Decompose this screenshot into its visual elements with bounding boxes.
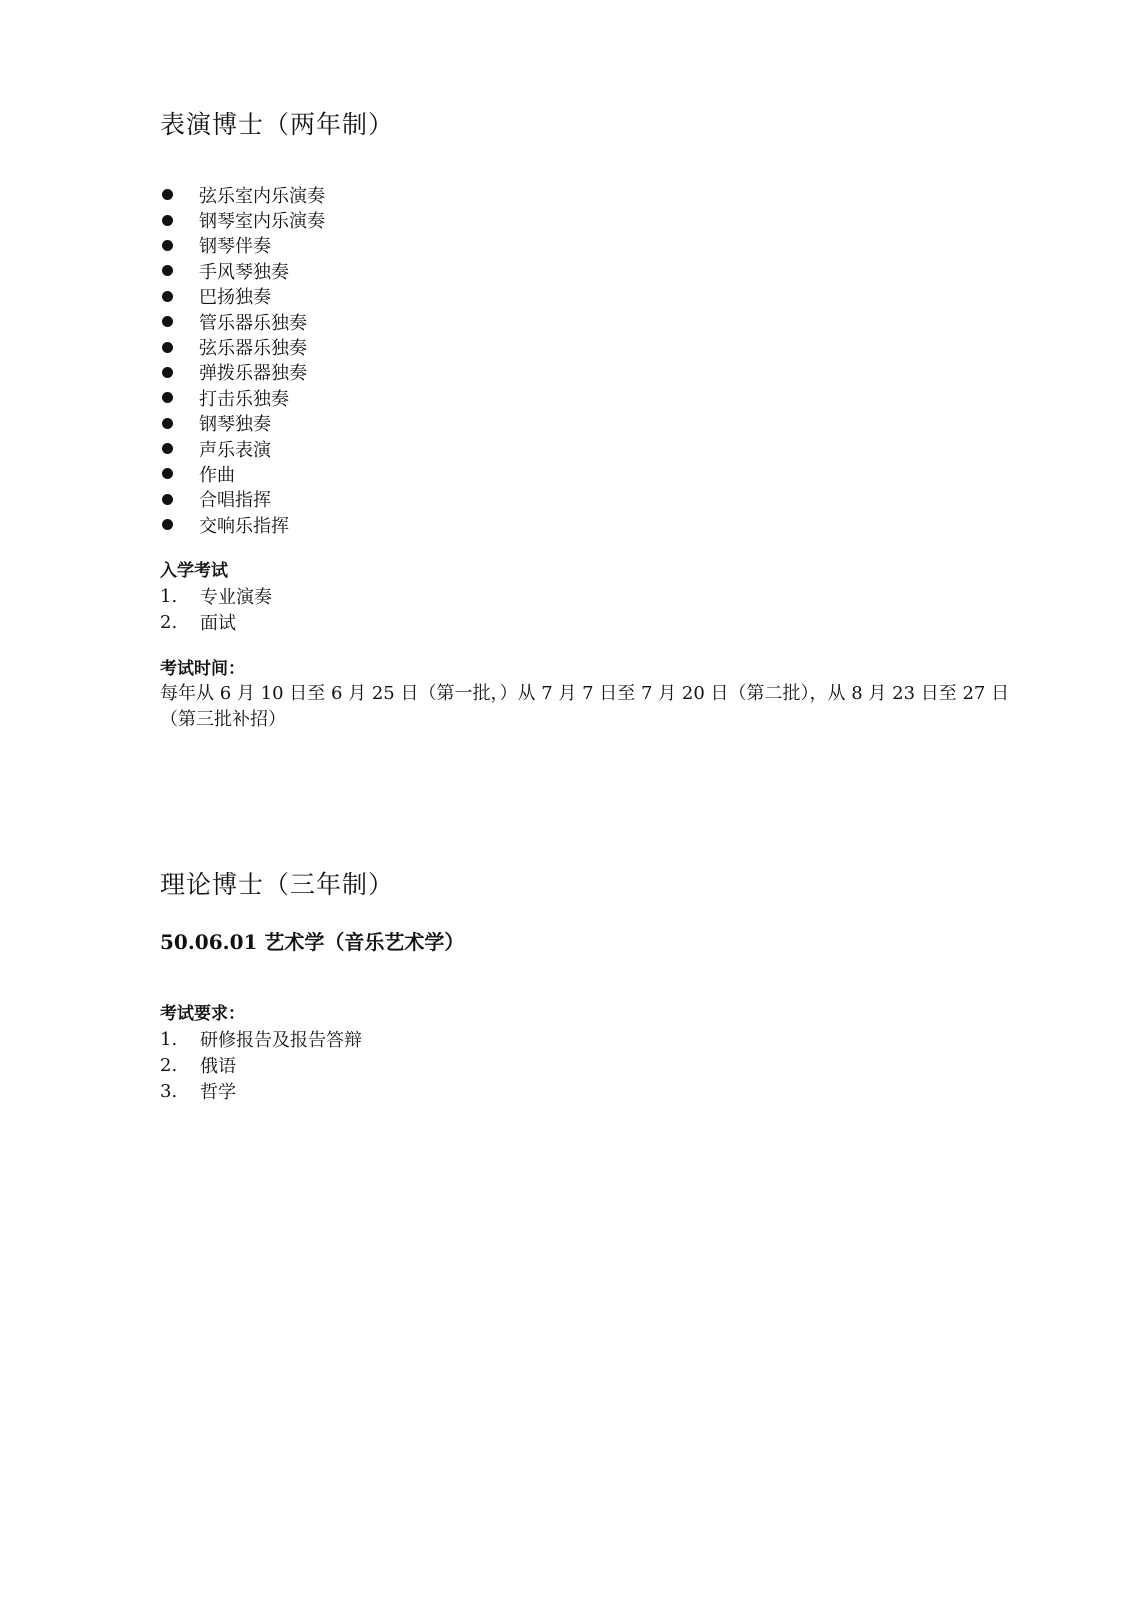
list-item: [160, 207, 1040, 232]
list-item: [160, 258, 1040, 283]
bullet-icon: [162, 189, 173, 200]
list-item: [160, 233, 1040, 258]
list-item: [160, 583, 1040, 609]
list-item: [160, 284, 1040, 309]
bullet-icon: [162, 291, 173, 302]
major-label: 作曲: [199, 465, 235, 486]
major-label: 打击乐独奏: [199, 388, 289, 410]
major-label: 巴扬独奏: [199, 287, 271, 309]
bullet-icon: [162, 316, 173, 327]
item-number: 3.: [160, 1080, 178, 1102]
major-label: 交响乐指挥: [199, 515, 289, 537]
list-item: [160, 411, 1040, 436]
major-label: 钢琴室内乐演奏: [199, 211, 325, 233]
major-label: 管乐器乐独奏: [199, 312, 307, 334]
requirements-heading: 考试要求：: [160, 1004, 245, 1024]
list-item: [160, 512, 1040, 537]
requirement-label: 研修报告及报告答辩: [200, 1030, 362, 1051]
major-label: 弦乐器乐独奏: [199, 338, 307, 360]
bullet-icon: [162, 519, 173, 530]
bullet-icon: [162, 265, 173, 276]
major-label: 声乐表演: [199, 439, 271, 461]
theory-title: 理论博士（三年制）: [160, 870, 395, 899]
bullet-icon: [162, 392, 173, 403]
list-item: [160, 309, 1040, 334]
list-item: [160, 487, 1040, 512]
theory-section: [160, 868, 1040, 1104]
list-item: [160, 385, 1040, 410]
performance-section: [160, 108, 1040, 733]
bullet-icon: [162, 418, 173, 429]
majors-list: [160, 182, 1040, 537]
list-item: [160, 1052, 1040, 1078]
list-item: [160, 360, 1040, 385]
program-heading: 50.06.01 艺术学（音乐艺术学）: [160, 930, 465, 954]
time-heading: 考试时间：: [160, 659, 245, 680]
major-label: 弹拨乐器独奏: [199, 363, 307, 385]
bullet-icon: [162, 342, 173, 353]
major-label: 钢琴伴奏: [199, 236, 271, 258]
performance-title: 表演博士（两年制）: [160, 110, 395, 139]
exam-label: 专业演奏: [200, 587, 272, 609]
list-item: [160, 334, 1040, 359]
time-paragraph: 每年从 6 月 10 日至 6 月 25 日（第一批，）从 7 月 7 日至 7 月 20 日（第二批），从 8 月 23 日至 27 日（第三批补招）: [160, 683, 1010, 731]
list-item: [160, 461, 1040, 486]
bullet-icon: [162, 494, 173, 505]
requirements-list: [160, 1026, 1040, 1104]
exam-list: [160, 583, 1040, 635]
exam-heading: 入学考试: [160, 561, 228, 582]
major-label: 合唱指挥: [199, 490, 271, 512]
list-item: [160, 182, 1040, 207]
list-item: [160, 436, 1040, 461]
requirement-label: 哲学: [200, 1082, 236, 1103]
item-number: 2.: [160, 1054, 178, 1076]
major-label: 钢琴独奏: [199, 414, 271, 436]
list-item: [160, 609, 1040, 635]
exam-label: 面试: [200, 613, 236, 635]
requirement-label: 俄语: [200, 1056, 236, 1077]
list-item: [160, 1078, 1040, 1104]
bullet-icon: [162, 215, 173, 226]
major-label: 弦乐室内乐演奏: [199, 185, 325, 207]
bullet-icon: [162, 468, 173, 479]
list-item: [160, 1026, 1040, 1052]
item-number: 2.: [160, 611, 178, 633]
bullet-icon: [162, 443, 173, 454]
bullet-icon: [162, 240, 173, 251]
item-number: 1.: [160, 585, 178, 607]
major-label: 手风琴独奏: [199, 261, 289, 283]
item-number: 1.: [160, 1028, 178, 1050]
bullet-icon: [162, 367, 173, 378]
